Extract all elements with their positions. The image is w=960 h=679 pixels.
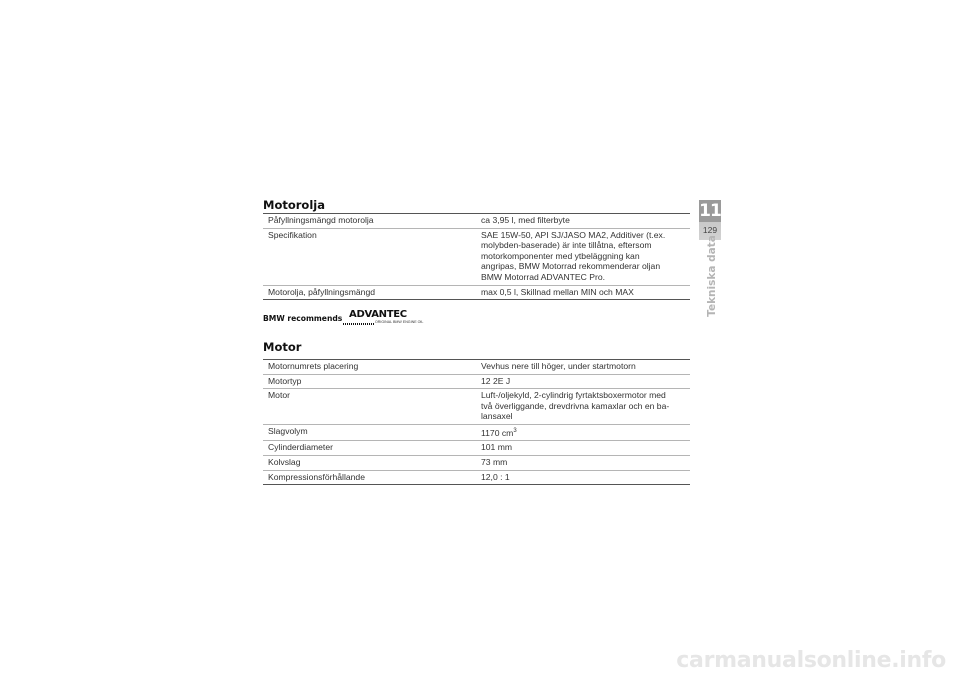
table-row	[263, 471, 690, 486]
table-row	[263, 360, 690, 375]
advantec-logo	[343, 309, 424, 328]
row-value: 101 mm	[481, 442, 513, 453]
table-row	[263, 375, 690, 390]
logo-stripe-icon	[343, 323, 375, 325]
bmw-recommends-block	[263, 310, 423, 328]
row-value: 12,0 : 1	[481, 471, 510, 482]
table-row	[263, 425, 690, 441]
watermark: carmanualsonline.info	[676, 648, 946, 673]
page-number: 129	[702, 225, 718, 235]
row-value	[481, 230, 690, 283]
oil-spec-table	[263, 213, 690, 300]
row-value: ca 3,95 l, med filterbyte	[481, 215, 570, 225]
row-key: Slagvolym	[268, 425, 308, 436]
engine-spec-table	[263, 359, 690, 485]
row-key: Cylinderdiameter	[268, 442, 333, 453]
table-row	[263, 286, 690, 301]
row-key: Motorolja, påfyllningsmängd	[268, 286, 376, 297]
row-key: Kolvslag	[268, 457, 301, 468]
row-value	[481, 426, 690, 438]
row-key: Påfyllningsmängd motorolja	[268, 215, 374, 225]
section-title-oil: Motorolja	[263, 198, 325, 212]
row-key: Motortyp	[268, 375, 302, 386]
row-value: 12 2E J	[481, 375, 511, 386]
table-row	[263, 456, 690, 471]
row-key: Motornumrets placering	[268, 361, 359, 371]
logo-tagline: ORIGINAL BMW ENGINE OIL	[375, 320, 424, 324]
value-text: 1170 cm	[481, 427, 514, 438]
table-row	[263, 229, 690, 286]
row-key: Specifikation	[268, 229, 317, 240]
value-line: BMW Motorrad ADVANTEC Pro.	[481, 271, 605, 282]
value-line: SAE 15W-50, API SJ/JASO MA2, Additiver (t.ex.	[481, 229, 666, 240]
table-row	[263, 389, 690, 425]
row-value: 73 mm	[481, 457, 508, 468]
chapter-tab	[699, 200, 721, 240]
row-key: Motor	[268, 390, 290, 401]
row-value: Vevhus nere till höger, under startmotorn	[481, 361, 636, 371]
table-row	[263, 441, 690, 456]
value-line: Luft-/oljekyld, 2-cylindrig fyrtaktsboxermotor med	[481, 390, 666, 401]
value-line: två överliggande, drevdrivna kamaxlar och en ba-	[481, 400, 670, 411]
table-row	[263, 214, 690, 229]
row-key: Kompressionsförhållande	[268, 471, 365, 482]
value-line: lansaxel	[481, 411, 513, 422]
value-line: angripas, BMW Motorrad rekommenderar oljan	[481, 261, 661, 272]
row-value	[481, 390, 690, 422]
section-title-engine: Motor	[263, 340, 302, 354]
row-value: max 0,5 l, Skillnad mellan MIN och MAX	[481, 286, 634, 297]
chapter-title: Tekniska data	[706, 235, 718, 317]
value-line: motorkomponenter med ytbeläggning kan	[481, 250, 640, 261]
value-superscript: 3	[513, 427, 517, 434]
value-line: molybden-baserade) är inte tillåtna, eftersom	[481, 240, 652, 251]
chapter-number: 11	[699, 201, 721, 221]
recommends-label: BMW recommends	[263, 314, 343, 323]
logo-brand-text: ADVANTEC	[349, 309, 407, 320]
